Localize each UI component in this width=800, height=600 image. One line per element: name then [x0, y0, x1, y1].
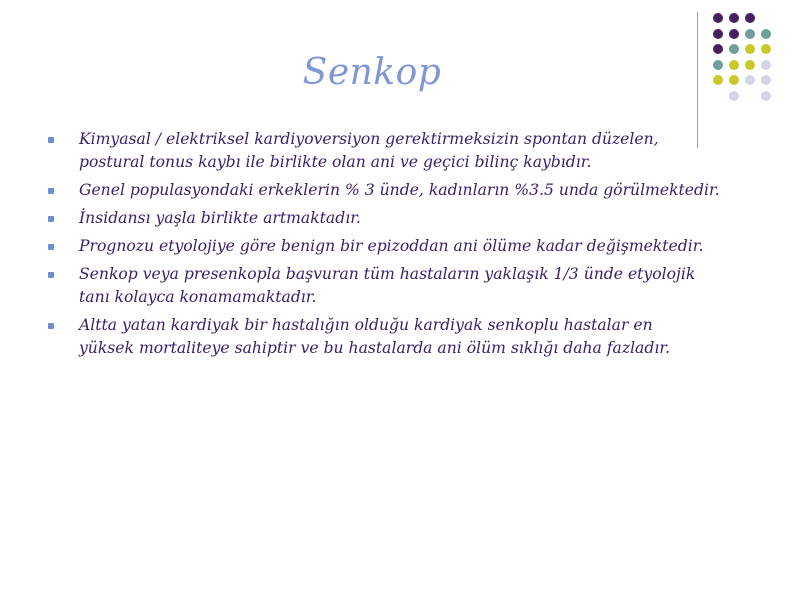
bullet-line: Prognozu etyolojiye göre benign bir epizoddan ani ölüme kadar değişmektedir.	[79, 237, 704, 255]
slide-title: Senkop	[302, 52, 442, 93]
bullet-item	[48, 314, 760, 360]
bullet-line: İnsidansı yaşla birlikte artmaktadır.	[79, 209, 361, 227]
bullet-item	[48, 128, 760, 174]
decorative-dot-icon	[713, 13, 723, 23]
bullet-item	[48, 207, 760, 230]
bullet-line: tanı kolayca konamamaktadır.	[79, 288, 317, 306]
decorative-dot-icon	[761, 91, 771, 101]
decorative-dot-icon	[761, 44, 771, 54]
bullet-item	[48, 179, 760, 202]
decorative-dot-icon	[761, 75, 771, 85]
decorative-dot-icon	[745, 60, 755, 70]
decorative-dot-icon	[729, 29, 739, 39]
bullet-item	[48, 235, 760, 258]
bullet-line: Kimyasal / elektriksel kardiyoversiyon gerektirmeksizin spontan düzelen,	[79, 130, 659, 148]
bullet-line: Genel populasyondaki erkeklerin % 3 ünde, kadınların %3.5 unda görülmektedir.	[79, 181, 720, 199]
decorative-dot-icon	[761, 60, 771, 70]
bullet-line: postural tonus kaybı ile birlikte olan ani ve geçici bilinç kaybıdır.	[79, 153, 592, 171]
bullet-marker-icon	[48, 272, 54, 278]
decorative-dot-icon	[745, 29, 755, 39]
bullet-marker-icon	[48, 244, 54, 250]
decorative-dot-icon	[745, 13, 755, 23]
bullet-marker-icon	[48, 323, 54, 329]
decorative-dot-icon	[745, 44, 755, 54]
decorative-dot-icon	[745, 75, 755, 85]
bullet-line: Senkop veya presenkopla başvuran tüm hastaların yaklaşık 1/3 ünde etyolojik	[79, 265, 696, 283]
bullet-list	[48, 128, 760, 365]
decorative-dot-icon	[729, 13, 739, 23]
decorative-dot-icon	[761, 29, 771, 39]
bullet-line: yüksek mortaliteye sahiptir ve bu hastalarda ani ölüm sıklığı daha fazladır.	[79, 339, 671, 357]
bullet-item	[48, 263, 760, 309]
bullet-line: Altta yatan kardiyak bir hastalığın olduğu kardiyak senkoplu hastalar en	[79, 316, 653, 334]
bullet-marker-icon	[48, 188, 54, 194]
bullet-marker-icon	[48, 216, 54, 222]
decorative-dot-icon	[713, 29, 723, 39]
bullet-marker-icon	[48, 137, 54, 143]
